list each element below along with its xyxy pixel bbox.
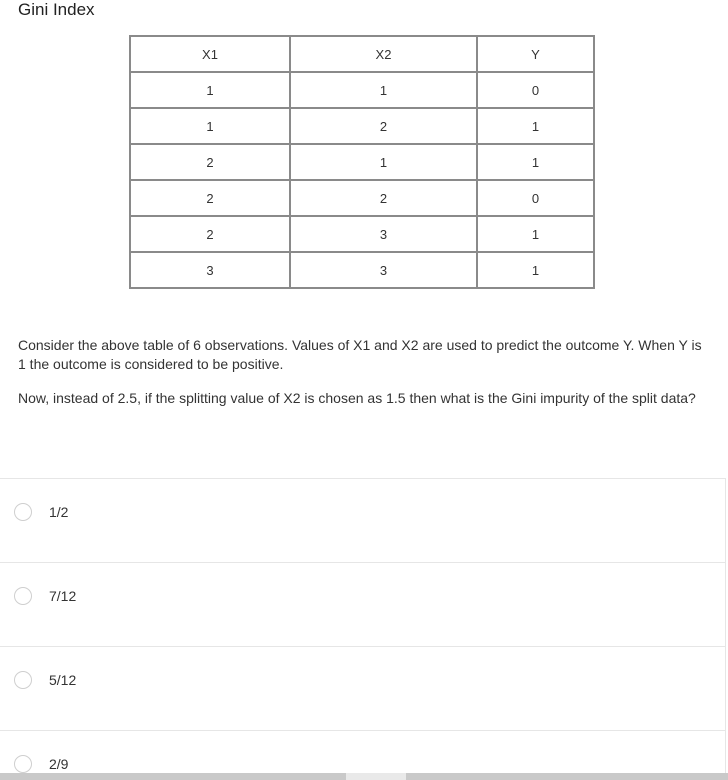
table-cell: 3 (290, 216, 477, 252)
horizontal-scrollbar[interactable] (0, 773, 728, 780)
scrollbar-thumb[interactable] (0, 773, 346, 780)
option-label: 1/2 (49, 504, 69, 520)
table-cell: 2 (130, 144, 290, 180)
answer-option[interactable] (0, 646, 726, 730)
table-cell: 1 (130, 72, 290, 108)
answer-option[interactable] (0, 562, 726, 646)
question-paragraph: Consider the above table of 6 observations. Values of X1 and X2 are used to predict the outcome Y. When Y is 1 the outcome is considered to be positive. (18, 337, 702, 372)
radio-button[interactable] (14, 587, 32, 605)
option-label: 5/12 (49, 672, 77, 688)
table-row (130, 180, 594, 216)
question-paragraph: Now, instead of 2.5, if the splitting value of X2 is chosen as 1.5 then what is the Gini impurity of the split data? (18, 390, 696, 406)
table-cell: 2 (130, 180, 290, 216)
table-cell: 1 (290, 72, 477, 108)
table-cell: 1 (130, 108, 290, 144)
table-cell: 0 (477, 72, 594, 108)
table-cell: 2 (130, 216, 290, 252)
observations-table (129, 35, 595, 289)
table-cell: 2 (290, 180, 477, 216)
table-cell: 1 (477, 216, 594, 252)
table-cell: 1 (477, 252, 594, 288)
radio-button[interactable] (14, 755, 32, 773)
column-header: X2 (290, 36, 477, 72)
table-cell: 2 (290, 108, 477, 144)
question-text (18, 336, 708, 408)
column-header: X1 (130, 36, 290, 72)
option-label: 7/12 (49, 588, 77, 604)
table-row (130, 108, 594, 144)
option-label: 2/9 (49, 756, 69, 772)
table-cell: 1 (290, 144, 477, 180)
column-header: Y (477, 36, 594, 72)
table-header-row (130, 36, 594, 72)
page-title: Gini Index (18, 0, 95, 19)
radio-button[interactable] (14, 671, 32, 689)
answer-option[interactable] (0, 478, 726, 562)
table-row (130, 72, 594, 108)
radio-button[interactable] (14, 503, 32, 521)
table-cell: 1 (477, 144, 594, 180)
scrollbar-thumb[interactable] (406, 773, 728, 780)
table-cell: 0 (477, 180, 594, 216)
table-row (130, 144, 594, 180)
table-cell: 3 (290, 252, 477, 288)
table-cell: 3 (130, 252, 290, 288)
answer-options (0, 478, 726, 780)
table-row (130, 216, 594, 252)
table-cell: 1 (477, 108, 594, 144)
table-row (130, 252, 594, 288)
